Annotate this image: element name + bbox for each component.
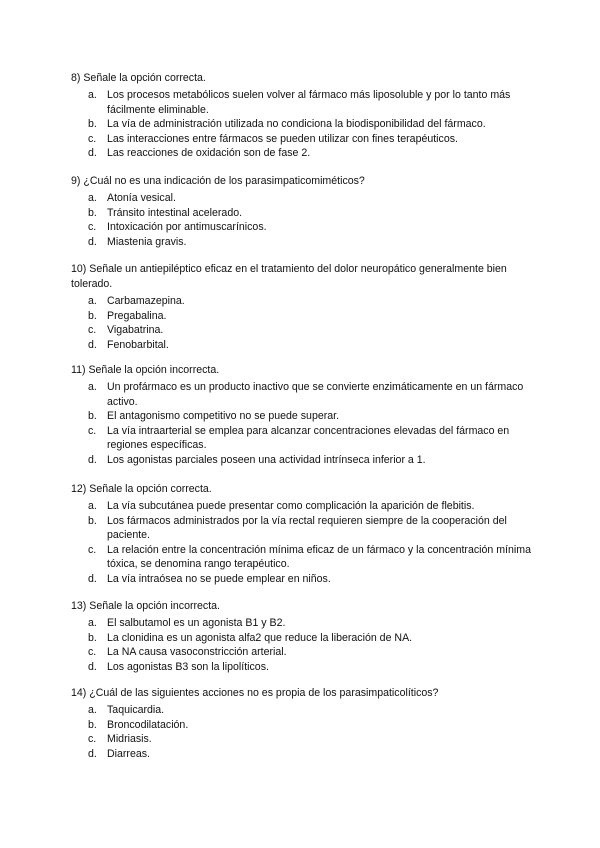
option-letter: d. (88, 453, 97, 466)
option-letter: c. (88, 132, 97, 145)
question-8 (71, 71, 531, 161)
option-letter: a. (88, 295, 97, 307)
question-stem: 11) Señale la opción incorrecta. (71, 364, 220, 376)
option-list (71, 88, 531, 161)
option-text: Los agonistas parciales poseen una actividad intrínseca inferior a 1. (107, 453, 426, 466)
question-10 (71, 262, 531, 352)
option-c (71, 323, 531, 338)
option-text: Diarreas. (107, 747, 150, 760)
option-text: Midriasis. (107, 733, 152, 746)
option-letter: a. (88, 89, 97, 101)
question-stem: 14) ¿Cuál de las siguientes acciones no es propia de los parasimpaticolíticos? (71, 687, 439, 699)
question-stem: 8) Señale la opción correcta. (71, 72, 206, 84)
option-list (71, 703, 531, 761)
option-text: El antagonismo competitivo no se puede superar. (107, 410, 340, 423)
option-d (71, 146, 531, 161)
option-text: La clonidina es un agonista alfa2 que reduce la liberación de NA. (107, 631, 413, 644)
question-stem: 12) Señale la opción correcta. (71, 483, 212, 495)
option-b (71, 206, 531, 221)
option-text: Fenobarbital. (107, 338, 169, 351)
option-a (71, 88, 531, 117)
option-text: Miastenia gravis. (107, 235, 187, 248)
question-11 (71, 363, 531, 468)
option-letter: a. (88, 500, 97, 512)
option-c (71, 220, 531, 235)
option-c (71, 543, 531, 572)
option-letter: a. (88, 617, 97, 629)
option-text: Los fármacos administrados por la vía rectal requieren siempre de la cooperación del paciente. (107, 514, 507, 542)
option-text: Broncodilatación. (107, 718, 189, 731)
option-c (71, 732, 531, 747)
option-letter: d. (88, 572, 97, 585)
option-list (71, 616, 531, 674)
option-text: La vía de administración utilizada no condiciona la biodisponibilidad del fármaco. (107, 118, 486, 131)
option-letter: b. (88, 309, 97, 322)
question-13 (71, 599, 531, 674)
option-letter: b. (88, 206, 97, 219)
option-letter: d. (88, 338, 97, 351)
option-letter: a. (88, 704, 97, 716)
option-list (71, 191, 531, 249)
option-text: La vía intraósea no se puede emplear en niños. (107, 572, 331, 585)
question-stem: 13) Señale la opción incorrecta. (71, 600, 220, 612)
option-a (71, 191, 531, 206)
option-text: Un profármaco es un producto inactivo que se convierte enzimáticamente en un fármaco activo. (107, 381, 524, 408)
option-letter: a. (88, 381, 97, 393)
option-letter: b. (88, 631, 97, 644)
option-letter: c. (88, 424, 97, 437)
option-letter: b. (88, 718, 97, 731)
option-letter: c. (88, 543, 97, 556)
option-d (71, 572, 531, 587)
option-c (71, 132, 531, 147)
question-12 (71, 482, 531, 587)
option-b (71, 718, 531, 733)
option-a (71, 499, 531, 514)
option-d (71, 338, 531, 353)
option-a (71, 294, 531, 309)
option-letter: d. (88, 147, 97, 160)
question-9 (71, 174, 531, 249)
option-text: Pregabalina. (107, 309, 167, 322)
option-list (71, 294, 531, 352)
option-text: Intoxicación por antimuscarínicos. (107, 221, 267, 234)
option-c (71, 424, 531, 453)
option-letter: d. (88, 747, 97, 760)
option-text: Los procesos metabólicos suelen volver al fármaco más liposoluble y por lo tanto más fácilmente eliminable. (107, 89, 511, 116)
question-stem: 9) ¿Cuál no es una indicación de los parasimpaticomiméticos? (71, 175, 365, 187)
option-letter: c. (88, 733, 97, 746)
question-14 (71, 686, 531, 761)
option-b (71, 631, 531, 646)
option-text: Las interacciones entre fármacos se pueden utilizar con fines terapéuticos. (107, 132, 458, 145)
option-text: La vía subcutánea puede presentar como complicación la aparición de flebitis. (107, 500, 475, 512)
option-letter: c. (88, 324, 97, 337)
option-a (71, 616, 531, 631)
option-a (71, 380, 531, 409)
option-letter: c. (88, 646, 97, 659)
option-letter: b. (88, 514, 97, 527)
option-text: Taquicardia. (107, 704, 165, 716)
option-d (71, 660, 531, 675)
option-letter: c. (88, 221, 97, 234)
option-text: Vigabatrina. (107, 324, 164, 337)
option-b (71, 409, 531, 424)
option-letter: b. (88, 410, 97, 423)
option-d (71, 453, 531, 468)
option-list (71, 380, 531, 468)
option-letter: b. (88, 118, 97, 131)
option-d (71, 747, 531, 762)
option-text: Las reacciones de oxidación son de fase 2. (107, 147, 311, 160)
option-text: Tránsito intestinal acelerado. (107, 206, 243, 219)
option-text: La relación entre la concentración mínima eficaz de un fármaco y la concentración mínima tóxica, se denomina rango terapéutico. (107, 543, 531, 571)
option-text: Atonía vesical. (107, 192, 176, 204)
option-text: La vía intraarterial se emplea para alcanzar concentraciones elevadas del fármaco en regiones específicas. (107, 424, 510, 452)
option-c (71, 645, 531, 660)
option-a (71, 703, 531, 718)
option-list (71, 499, 531, 587)
option-text: El salbutamol es un agonista B1 y B2. (107, 617, 286, 629)
option-letter: d. (88, 235, 97, 248)
option-text: Los agonistas B3 son la lipolíticos. (107, 660, 269, 673)
option-letter: d. (88, 660, 97, 673)
option-text: La NA causa vasoconstricción arterial. (107, 646, 287, 659)
option-b (71, 514, 531, 543)
option-b (71, 309, 531, 324)
option-letter: a. (88, 192, 97, 204)
option-d (71, 235, 531, 250)
option-b (71, 117, 531, 132)
option-text: Carbamazepina. (107, 295, 185, 307)
question-stem: 10) Señale un antiepiléptico eficaz en el tratamiento del dolor neuropático generalmente bien tolerado. (71, 263, 507, 290)
